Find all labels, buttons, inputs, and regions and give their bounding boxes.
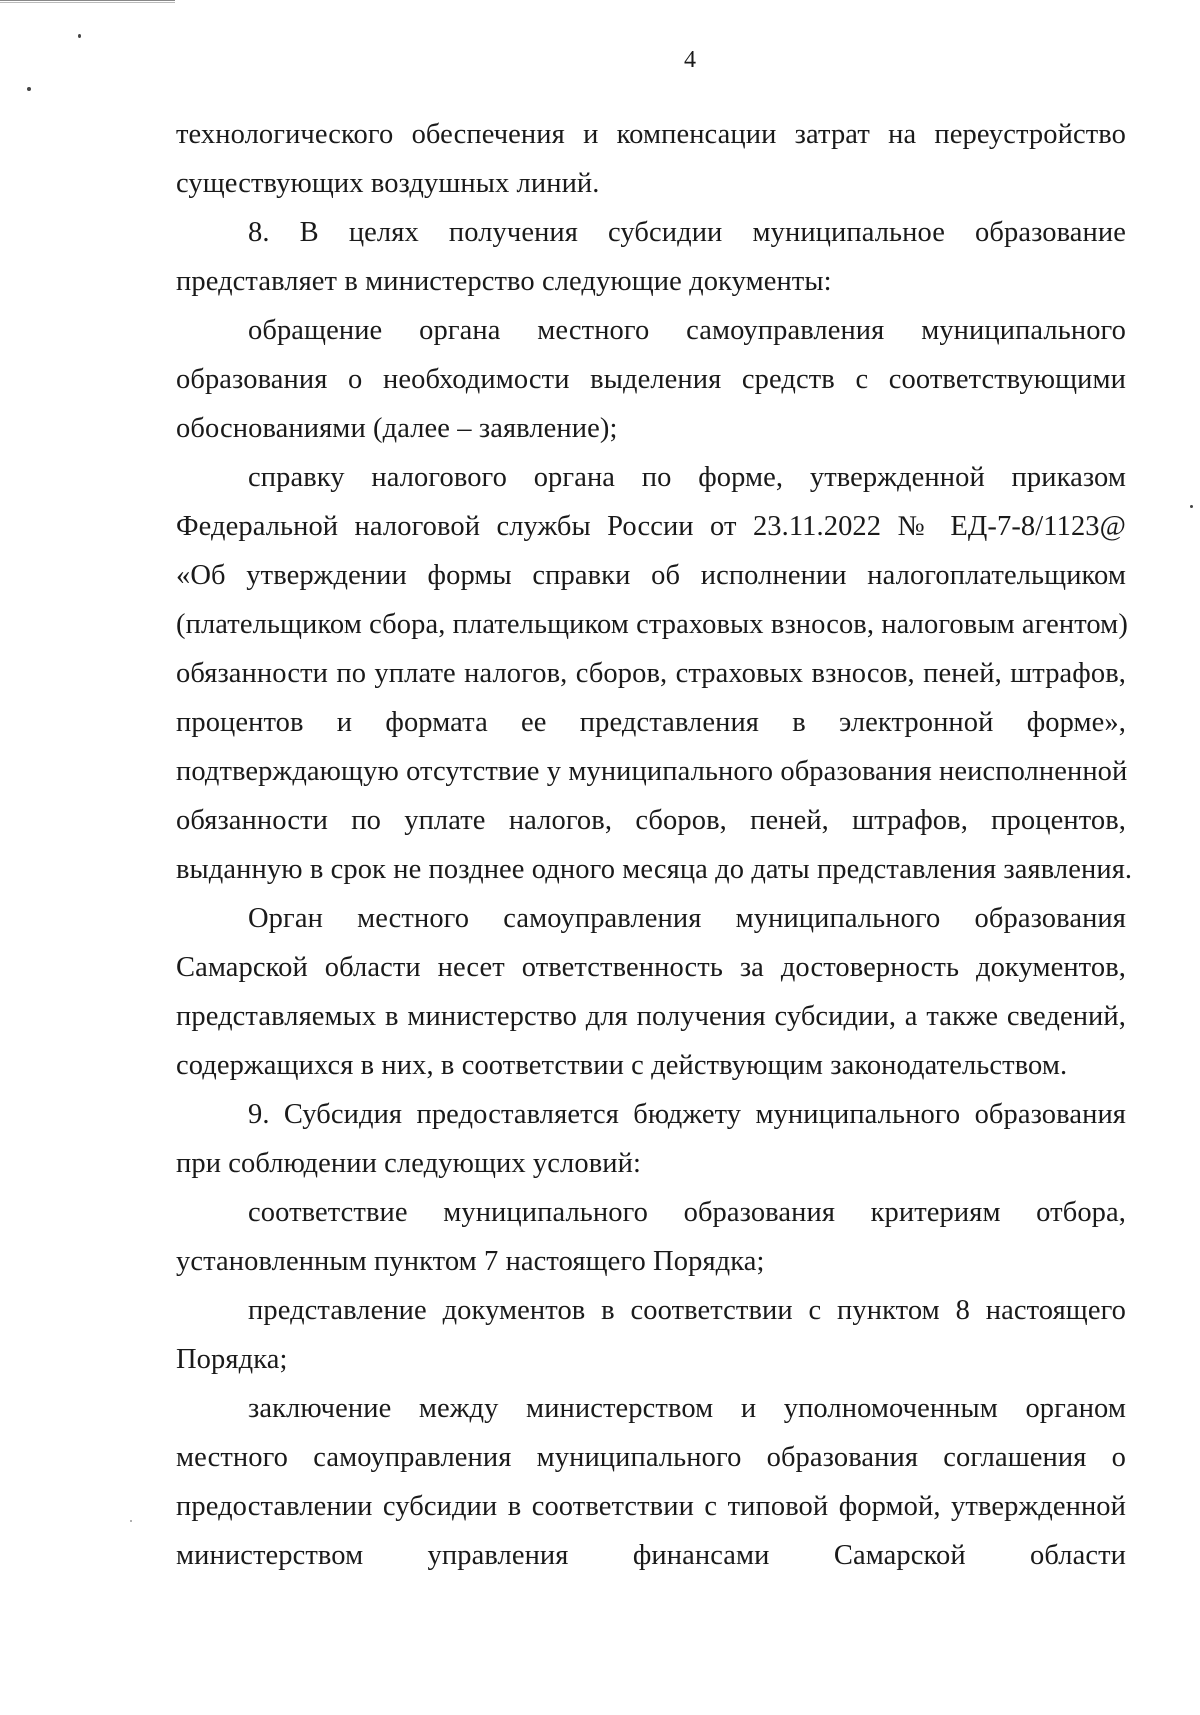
text-line: справку налогового органа по форме, утвержденной приказом <box>248 462 1126 493</box>
paragraph <box>176 894 1126 1090</box>
text-line: Федеральной налоговой службы России от 23.11.2022 № ЕД-7-8/1123@ <box>176 511 1126 542</box>
paragraph <box>176 453 1133 894</box>
text-line: обращение органа местного самоуправления муниципального <box>248 315 1126 346</box>
text-line: образования о необходимости выделения средств с соответствующими <box>176 364 1126 395</box>
text-line: предоставлении субсидии в соответствии с типовой формой, утвержденной <box>176 1491 1126 1522</box>
page-number: 4 <box>684 47 696 73</box>
paragraph <box>176 306 1126 453</box>
text-line: заключение между министерством и уполномоченным органом <box>248 1393 1126 1424</box>
scan-artifact-line <box>0 0 175 1</box>
text-line: местного самоуправления муниципального образования соглашения о <box>176 1442 1126 1473</box>
scan-artifact-speck <box>78 34 81 38</box>
text-line: содержащихся в них, в соответствии с действующим законодательством. <box>176 1050 1068 1081</box>
text-line: установленным пунктом 7 настоящего Порядка; <box>176 1246 765 1277</box>
text-line: 9. Субсидия предоставляется бюджету муниципального образования <box>248 1099 1126 1130</box>
paragraph <box>176 208 1126 306</box>
text-line: обоснованиями (далее – заявление); <box>176 413 618 444</box>
text-line: (плательщиком сбора, плательщиком страховых взносов, налоговым агентом) <box>176 609 1128 640</box>
text-line: представление документов в соответствии с пунктом 8 настоящего <box>248 1295 1126 1326</box>
text-line: выданную в срок не позднее одного месяца до даты представления заявления. <box>176 854 1133 885</box>
text-line: существующих воздушных линий. <box>176 168 600 199</box>
scan-artifact-speck <box>27 87 31 91</box>
text-line: процентов и формата ее представления в электронной форме», <box>176 707 1126 738</box>
text-line: министерством управления финансами Самарской области <box>176 1540 1126 1571</box>
document-body <box>176 110 1133 1580</box>
scan-artifact-speck <box>130 1520 132 1522</box>
paragraph <box>176 1384 1126 1580</box>
text-line: 8. В целях получения субсидии муниципальное образование <box>248 217 1126 248</box>
paragraph <box>176 1188 1126 1286</box>
text-line: подтверждающую отсутствие у муниципального образования неисполненной <box>176 756 1128 787</box>
text-line: «Об утверждении формы справки об исполнении налогоплательщиком <box>176 560 1126 591</box>
text-line: соответствие муниципального образования критериям отбора, <box>248 1197 1126 1228</box>
text-line: Орган местного самоуправления муниципального образования <box>248 903 1126 934</box>
text-line: обязанности по уплате налогов, сборов, пеней, штрафов, процентов, <box>176 805 1126 836</box>
scan-artifact-speck <box>1190 505 1193 508</box>
text-line: представляет в министерство следующие документы: <box>176 266 832 297</box>
text-line: технологического обеспечения и компенсации затрат на переустройство <box>176 119 1126 150</box>
text-line: представляемых в министерство для получения субсидии, а также сведений, <box>176 1001 1126 1032</box>
text-line: Самарской области несет ответственность за достоверность документов, <box>176 952 1126 983</box>
scan-artifact-line <box>0 2 175 3</box>
paragraph <box>176 1090 1126 1188</box>
text-line: при соблюдении следующих условий: <box>176 1148 641 1179</box>
text-line: обязанности по уплате налогов, сборов, страховых взносов, пеней, штрафов, <box>176 658 1126 689</box>
text-line: Порядка; <box>176 1344 288 1375</box>
paragraph <box>176 1286 1126 1384</box>
paragraph <box>176 110 1126 208</box>
